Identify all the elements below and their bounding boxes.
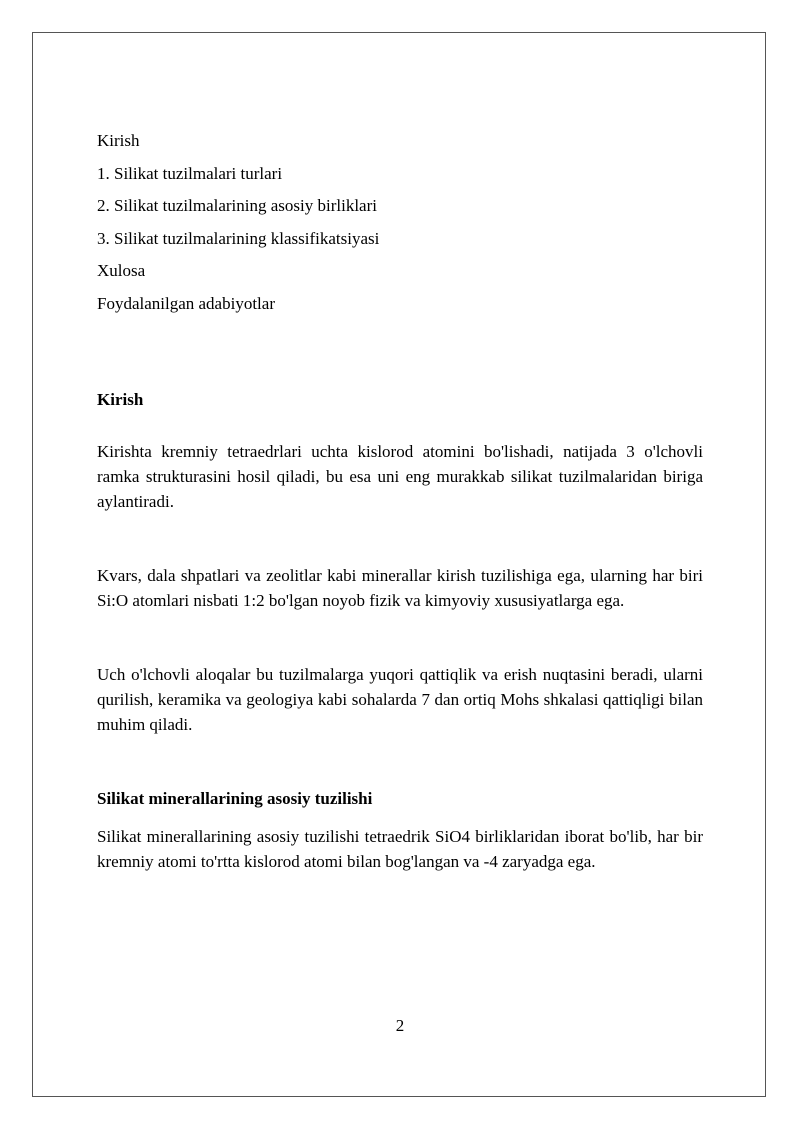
toc-item-1: 1. Silikat tuzilmalari turlari <box>97 163 283 183</box>
page-number: 2 <box>395 1016 405 1035</box>
toc-item-introduction: Kirish <box>97 131 140 150</box>
paragraph: Silikat minerallarining asosiy tuzilishi tetraedrik SiO4 birliklaridan iborat bo'lib, har bir kremniy atomi to'rtta kislorod atomi bilan bog'langan va -4 zaryadga ega. <box>97 826 703 871</box>
paragraph: Uch o'lchovli aloqalar bu tuzilmalarga yuqori qattiqlik va erish nuqtasini beradi, ularni qurilish, keramika va geologiya kabi sohalarda 7 dan ortiq Mohs shkalasi qattiqligi bilan muhim qiladi. <box>97 664 703 734</box>
paragraph: Kirishta kremniy tetraedrlari uchta kislorod atomini bo'lishadi, natijada 3 o'lchovli ramka strukturasini hosil qiladi, bu esa uni eng murakkab silikat tuzilmalaridan biriga aylantiradi. <box>97 441 703 511</box>
toc-item-3: 3. Silikat tuzilmalarining klassifikatsiyasi <box>97 228 380 248</box>
paragraph: Kvars, dala shpatlari va zeolitlar kabi minerallar kirish tuzilishiga ega, ularning har biri Si:O atomlari nisbati 1:2 bo'lgan noyob fizik va kimyoviy xususiyatlarga ega. <box>97 565 703 610</box>
section-heading-introduction: Kirish <box>97 389 144 409</box>
document-body <box>97 128 703 874</box>
toc-item-2: 2. Silikat tuzilmalarining asosiy birliklari <box>97 196 377 215</box>
table-of-contents <box>97 128 703 316</box>
toc-item-conclusion: Xulosa <box>97 261 146 280</box>
toc-item-references: Foydalanilgan adabiyotlar <box>97 293 275 313</box>
section-heading-structure: Silikat minerallarining asosiy tuzilishi <box>97 788 373 808</box>
